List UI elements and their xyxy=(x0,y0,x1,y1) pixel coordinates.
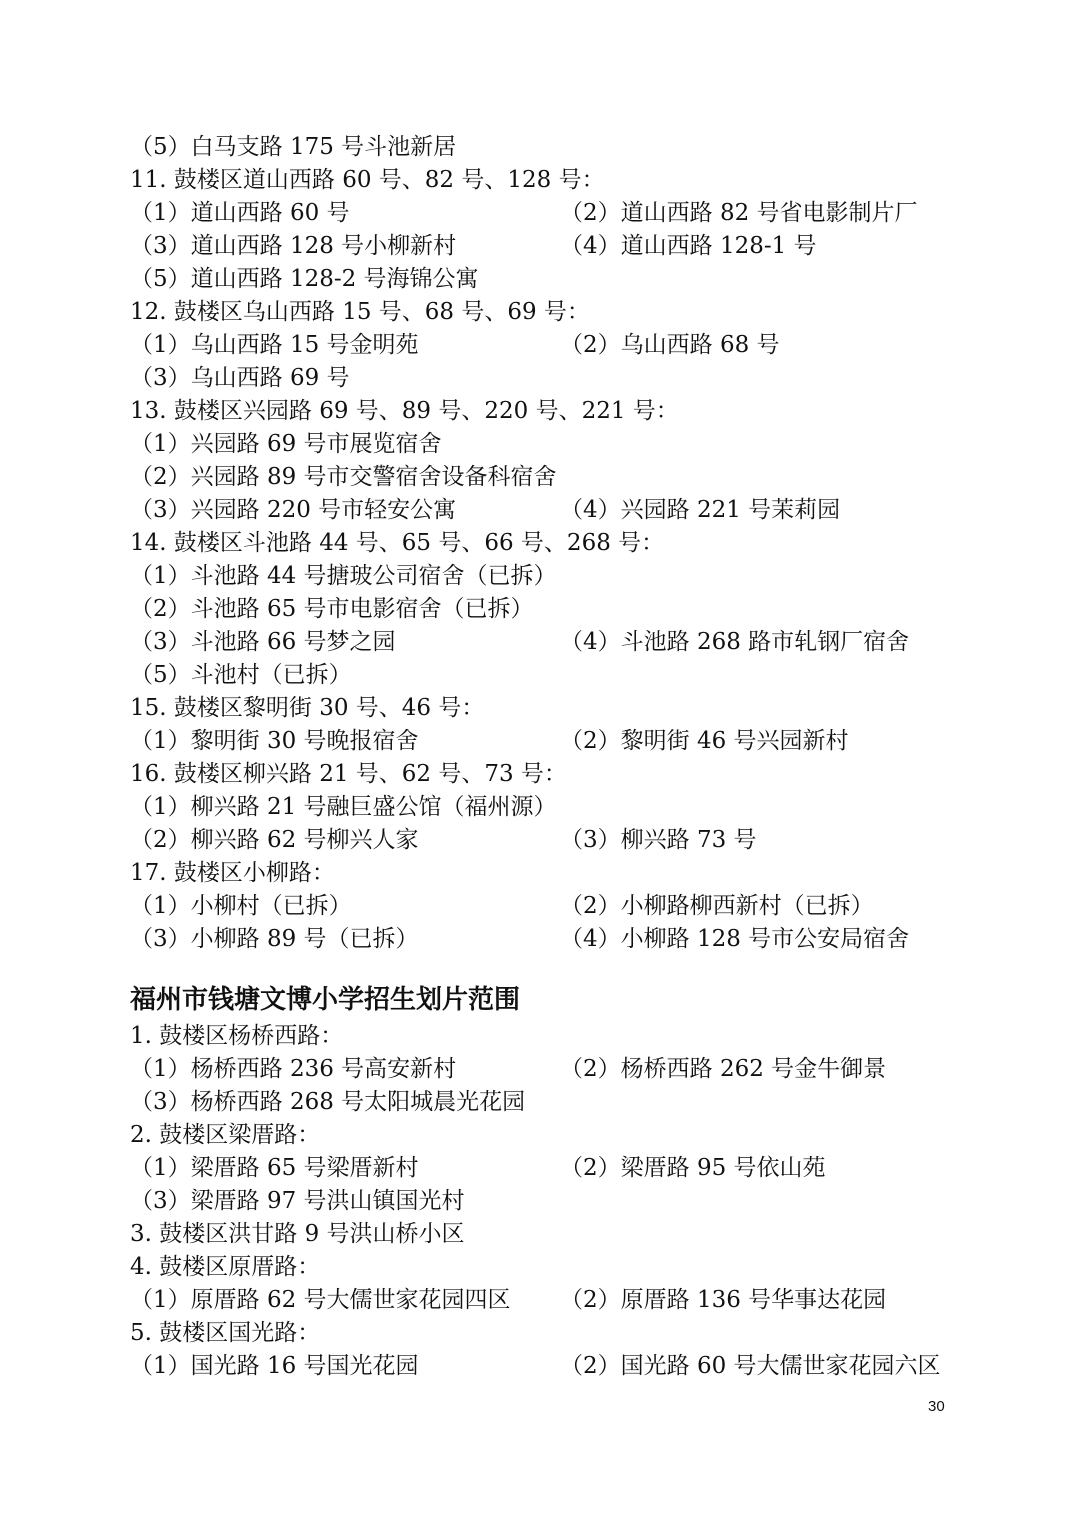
line-text-left: （1）小柳村（已拆） xyxy=(130,893,352,919)
line-text-left: 15. 鼓楼区黎明街 30 号、46 号： xyxy=(130,695,485,721)
line-text-right: （2）小柳路柳西新村（已拆） xyxy=(560,893,874,919)
list-line xyxy=(130,164,960,197)
line-text-right: （2）原厝路 136 号华事达花园 xyxy=(560,1287,887,1313)
line-text-left: （3）乌山西路 69 号 xyxy=(130,365,350,391)
line-text-left: （5）白马支路 175 号斗池新居 xyxy=(130,134,457,160)
document-page xyxy=(130,131,960,1383)
section-list-1 xyxy=(130,131,960,956)
list-line xyxy=(130,263,960,296)
list-line xyxy=(130,395,960,428)
line-text-left: 14. 鼓楼区斗池路 44 号、65 号、66 号、268 号： xyxy=(130,530,665,556)
list-line xyxy=(130,1284,960,1317)
line-text-left: （1）道山西路 60 号 xyxy=(130,200,350,226)
line-text-left: 5. 鼓楼区国光路： xyxy=(130,1320,321,1346)
line-text-left: （2）斗池路 65 号市电影宿舍（已拆） xyxy=(130,596,534,622)
section-list-2 xyxy=(130,1020,960,1383)
list-line xyxy=(130,659,960,692)
line-text-left: （5）道山西路 128-2 号海锦公寓 xyxy=(130,266,479,292)
list-line xyxy=(130,1251,960,1284)
list-line xyxy=(130,857,960,890)
line-text-left: （1）斗池路 44 号搪玻公司宿舍（已拆） xyxy=(130,563,557,589)
list-line xyxy=(130,1185,960,1218)
line-text-right: （2）梁厝路 95 号依山苑 xyxy=(560,1155,826,1181)
list-line xyxy=(130,890,960,923)
line-text-left: 16. 鼓楼区柳兴路 21 号、62 号、73 号： xyxy=(130,761,567,787)
list-line xyxy=(130,461,960,494)
list-line xyxy=(130,1350,960,1383)
list-line xyxy=(130,494,960,527)
list-line xyxy=(130,329,960,362)
line-text-left: （5）斗池村（已拆） xyxy=(130,662,352,688)
list-line xyxy=(130,626,960,659)
line-text-left: 2. 鼓楼区梁厝路： xyxy=(130,1122,321,1148)
line-text-left: （1）国光路 16 号国光花园 xyxy=(130,1353,419,1379)
line-text-left: （3）道山西路 128 号小柳新村 xyxy=(130,233,457,259)
section-heading: 福州市钱塘文博小学招生划片范围 xyxy=(130,985,521,1015)
line-text-left: （1）兴园路 69 号市展览宿舍 xyxy=(130,431,442,457)
list-line xyxy=(130,725,960,758)
list-line xyxy=(130,593,960,626)
list-line xyxy=(130,560,960,593)
line-text-right: （4）小柳路 128 号市公安局宿舍 xyxy=(560,926,910,952)
line-text-left: 3. 鼓楼区洪甘路 9 号洪山桥小区 xyxy=(130,1221,465,1247)
line-text-left: 17. 鼓楼区小柳路： xyxy=(130,860,335,886)
line-text-right: （2）杨桥西路 262 号金牛御景 xyxy=(560,1056,887,1082)
list-line xyxy=(130,230,960,263)
line-text-left: 12. 鼓楼区乌山西路 15 号、68 号、69 号： xyxy=(130,299,590,325)
line-text-left: （1）乌山西路 15 号金明苑 xyxy=(130,332,419,358)
line-text-left: （1）黎明街 30 号晚报宿舍 xyxy=(130,728,419,754)
list-line xyxy=(130,1152,960,1185)
list-line xyxy=(130,527,960,560)
line-text-left: （3）杨桥西路 268 号太阳城晨光花园 xyxy=(130,1089,526,1115)
list-line xyxy=(130,197,960,230)
line-text-left: （2）兴园路 89 号市交警宿舍设备科宿舍 xyxy=(130,464,557,490)
line-text-left: （1）杨桥西路 236 号高安新村 xyxy=(130,1056,457,1082)
line-text-left: 11. 鼓楼区道山西路 60 号、82 号、128 号： xyxy=(130,167,605,193)
line-text-right: （3）柳兴路 73 号 xyxy=(560,827,757,853)
list-line xyxy=(130,824,960,857)
page-number: 30 xyxy=(928,1398,945,1415)
line-text-right: （2）道山西路 82 号省电影制片厂 xyxy=(560,200,918,226)
line-text-left: （3）斗池路 66 号梦之园 xyxy=(130,629,396,655)
line-text-right: （2）乌山西路 68 号 xyxy=(560,332,780,358)
line-text-left: （1）柳兴路 21 号融巨盛公馆（福州源） xyxy=(130,794,557,820)
line-text-right: （4）兴园路 221 号茉莉园 xyxy=(560,497,841,523)
list-line xyxy=(130,692,960,725)
line-text-right: （4）斗池路 268 路市轧钢厂宿舍 xyxy=(560,629,910,655)
list-line xyxy=(130,362,960,395)
line-text-right: （2）黎明街 46 号兴园新村 xyxy=(560,728,849,754)
line-text-left: （3）小柳路 89 号（已拆） xyxy=(130,926,419,952)
line-text-left: 1. 鼓楼区杨桥西路： xyxy=(130,1023,344,1049)
list-line xyxy=(130,791,960,824)
list-line xyxy=(130,1119,960,1152)
list-line xyxy=(130,1317,960,1350)
line-text-left: （3）梁厝路 97 号洪山镇国光村 xyxy=(130,1188,465,1214)
line-text-left: 4. 鼓楼区原厝路： xyxy=(130,1254,321,1280)
line-text-left: （1）梁厝路 65 号梁厝新村 xyxy=(130,1155,419,1181)
line-text-left: （2）柳兴路 62 号柳兴人家 xyxy=(130,827,419,853)
list-line xyxy=(130,428,960,461)
line-text-left: 13. 鼓楼区兴园路 69 号、89 号、220 号、221 号： xyxy=(130,398,679,424)
line-text-right: （2）国光路 60 号大儒世家花园六区 xyxy=(560,1353,941,1379)
list-line xyxy=(130,758,960,791)
list-line xyxy=(130,923,960,956)
list-line xyxy=(130,1218,960,1251)
list-line xyxy=(130,1086,960,1119)
list-line xyxy=(130,296,960,329)
line-text-left: （3）兴园路 220 号市轻安公寓 xyxy=(130,497,457,523)
list-line xyxy=(130,1053,960,1086)
list-line xyxy=(130,1020,960,1053)
line-text-left: （1）原厝路 62 号大儒世家花园四区 xyxy=(130,1287,511,1313)
line-text-right: （4）道山西路 128-1 号 xyxy=(560,233,817,259)
list-line xyxy=(130,131,960,164)
